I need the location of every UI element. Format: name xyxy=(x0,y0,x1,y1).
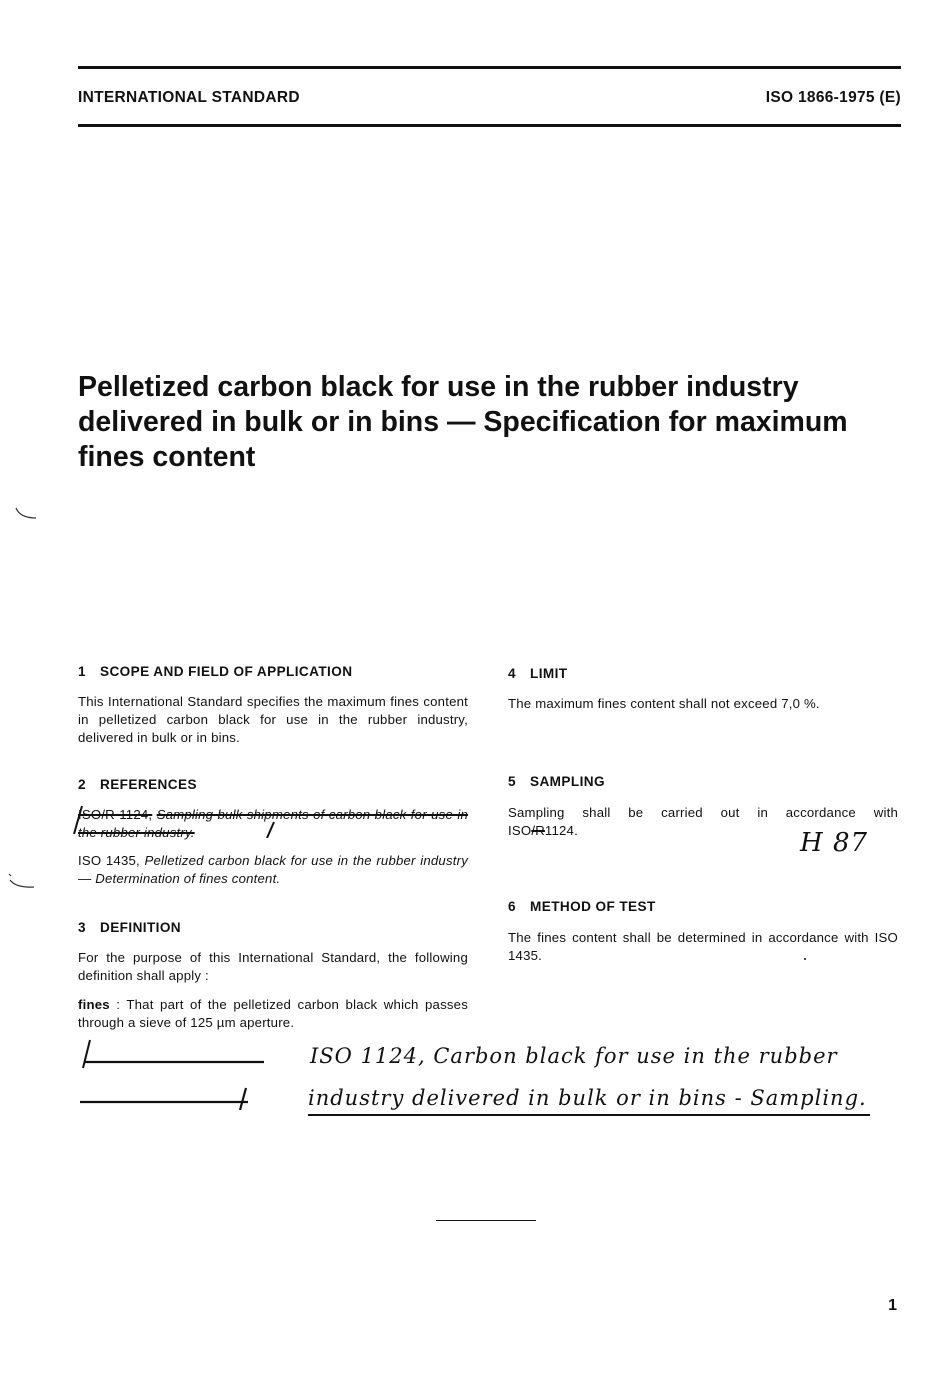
handwritten-underline xyxy=(308,1114,870,1116)
header-standard-label: INTERNATIONAL STANDARD xyxy=(78,89,300,106)
header-top-rule xyxy=(78,66,901,69)
margin-tick-mark xyxy=(14,506,38,522)
margin-tick-mark xyxy=(6,872,36,892)
section-heading-method: 6 METHOD OF TEST xyxy=(508,899,656,914)
section-heading-scope: 1 SCOPE AND FIELD OF APPLICATION xyxy=(78,664,353,679)
scope-paragraph: This International Standard specifies the maximum fines content in pelletized carbon black for use in the rubber industry, delivered in bulk or in bins. xyxy=(78,694,468,745)
bracket-mark xyxy=(70,804,284,838)
document-title: Pelletized carbon black for use in the rubber industry delivered in bulk or in bins — Specification for maximum fines content xyxy=(78,371,848,473)
section-heading-sampling: 5 SAMPLING xyxy=(508,774,605,789)
stray-dot xyxy=(804,958,806,960)
method-paragraph: The fines content shall be determined in accordance with ISO 1435. xyxy=(508,930,898,963)
handwritten-reference-line2: industry delivered in bulk or in bins - Sampling. xyxy=(308,1086,867,1110)
limit-paragraph: The maximum fines content shall not exceed 7,0 %. xyxy=(508,696,820,711)
reference-iso-1435: ISO 1435, Pelletized carbon black for use in the rubber industry — Determination of fines content. xyxy=(78,853,468,886)
handwritten-reference-line1: ISO 1124, Carbon black for use in the rubber xyxy=(310,1044,838,1068)
handwritten-initials: H 87 xyxy=(800,828,869,858)
page-number: 1 xyxy=(888,1297,897,1314)
definition-intro: For the purpose of this International Standard, the following definition shall apply : xyxy=(78,950,468,983)
insertion-bracket-lines xyxy=(78,1036,268,1110)
sampling-paragraph: Sampling shall be carried out in accordance with ISO/R1124. xyxy=(508,805,898,838)
header-standard-number: ISO 1866-1975 (E) xyxy=(765,89,901,106)
header-bottom-rule xyxy=(78,124,901,127)
struck-reference: ISO/R 1124, Sampling bulk shipments of carbon black for use in the rubber industry. xyxy=(78,807,468,840)
end-of-text-rule xyxy=(436,1220,536,1221)
section-heading-references: 2 REFERENCES xyxy=(78,777,197,792)
section-heading-limit: 4 LIMIT xyxy=(508,666,568,681)
section-heading-definition: 3 DEFINITION xyxy=(78,920,182,935)
definition-fines: fines : That part of the pelletized carbon black which passes through a sieve of 125 µm aperture. xyxy=(78,997,468,1030)
